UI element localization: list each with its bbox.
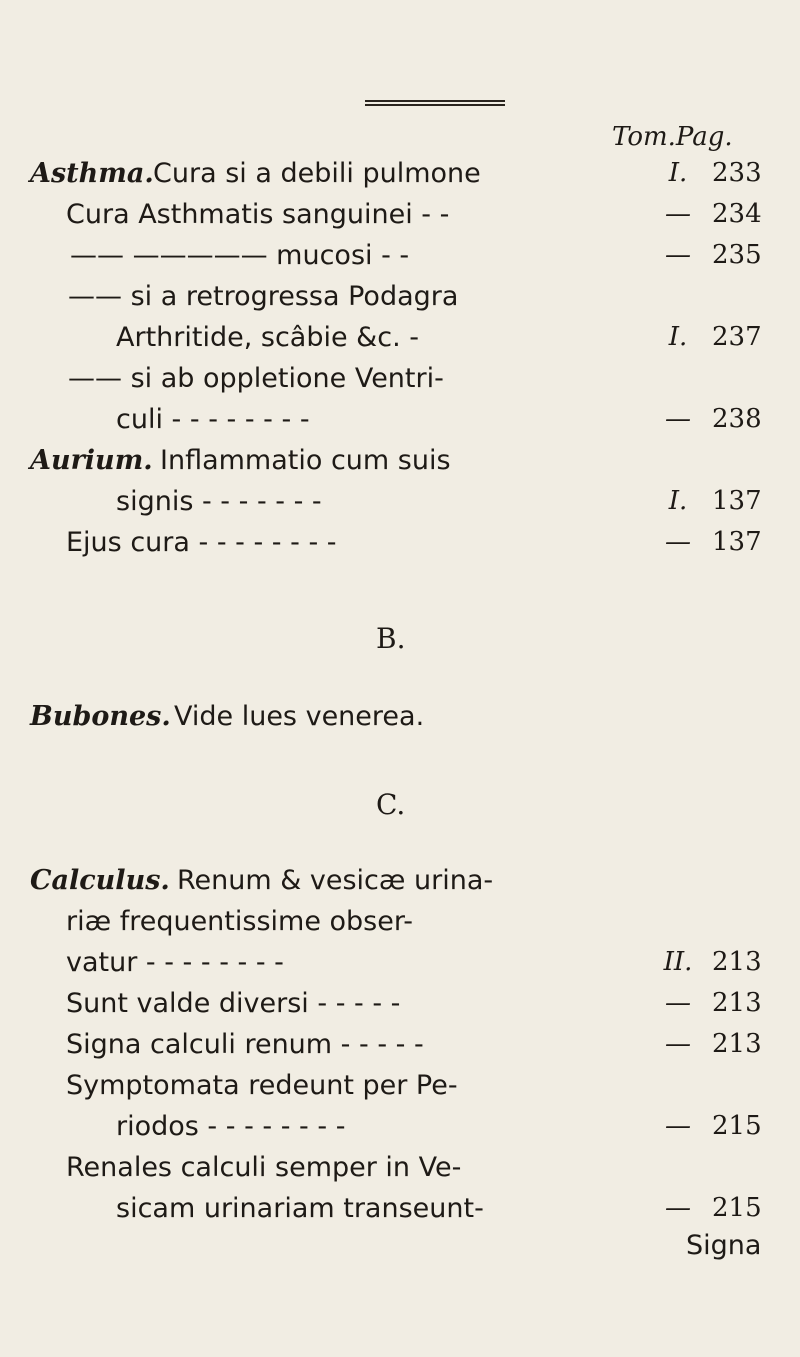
entry-text: Signa calculi renum - - - - - bbox=[66, 1029, 424, 1060]
page-value: 237 bbox=[712, 322, 762, 352]
tom-value: I. bbox=[668, 158, 688, 188]
entry-text: vatur - - - - - - - - bbox=[66, 947, 284, 978]
tom-value: I. bbox=[668, 322, 688, 352]
entry-text: Arthritide, scâbie &c. - bbox=[116, 322, 419, 353]
entry-text: riodos - - - - - - - - bbox=[116, 1111, 346, 1142]
entry-text: riæ frequentissime obser- bbox=[66, 906, 413, 937]
tom-value: — bbox=[665, 988, 691, 1018]
page-value: 215 bbox=[712, 1111, 762, 1141]
entry-text: Vide lues venerea. bbox=[174, 701, 425, 732]
tom-value: I. bbox=[668, 486, 688, 516]
page-value: 238 bbox=[712, 404, 762, 434]
entry-text: culi - - - - - - - - bbox=[116, 404, 310, 435]
tom-value: — bbox=[665, 527, 691, 557]
section-letter-b: B. bbox=[376, 622, 406, 655]
tom-value: — bbox=[665, 240, 691, 270]
entry-text: Cura Asthmatis sanguinei - - bbox=[66, 199, 450, 230]
tom-value: — bbox=[665, 199, 691, 229]
page-value: 213 bbox=[712, 1029, 762, 1059]
ornament-rule-icon bbox=[365, 98, 505, 108]
entry-text: —— ————— mucosi - - bbox=[70, 240, 410, 271]
entry-head-aurium: Aurium. bbox=[30, 445, 153, 476]
page-value: 137 bbox=[712, 527, 762, 557]
column-header: Tom.Pag. bbox=[612, 122, 733, 152]
page-value: 213 bbox=[712, 947, 762, 977]
tom-value: — bbox=[665, 1029, 691, 1059]
tom-value: — bbox=[665, 404, 691, 434]
page-value: 233 bbox=[712, 158, 762, 188]
entry-text: sicam urinariam transeunt- bbox=[116, 1193, 484, 1224]
entry-text: —— si ab oppletione Ventri- bbox=[68, 363, 444, 394]
entry-text: signis - - - - - - - bbox=[116, 486, 322, 517]
entry-text: Renales calculi semper in Ve- bbox=[66, 1152, 462, 1183]
entry-head-calculus: Calculus. bbox=[30, 865, 170, 896]
tom-value: — bbox=[665, 1111, 691, 1141]
page-value: 213 bbox=[712, 988, 762, 1018]
tom-value: II. bbox=[663, 947, 693, 977]
page-value: 235 bbox=[712, 240, 762, 270]
page-value: 137 bbox=[712, 486, 762, 516]
entry-text: Ejus cura - - - - - - - - bbox=[66, 527, 337, 558]
entry-text: Sunt valde diversi - - - - - bbox=[66, 988, 401, 1019]
entry-text: Symptomata redeunt per Pe- bbox=[66, 1070, 458, 1101]
entry-text: Cura si a debili pulmone bbox=[153, 158, 481, 189]
tom-value: — bbox=[665, 1193, 691, 1223]
catchword: Signa bbox=[686, 1230, 762, 1261]
page-value: 215 bbox=[712, 1193, 762, 1223]
entry-head-bubones: Bubones. bbox=[30, 701, 171, 732]
entry-head-asthma: Asthma. bbox=[30, 158, 154, 189]
section-letter-c: C. bbox=[376, 788, 406, 821]
entry-text: —— si a retrogressa Podagra bbox=[68, 281, 459, 312]
page-value: 234 bbox=[712, 199, 762, 229]
entry-text: Renum & vesicæ urina- bbox=[177, 865, 494, 896]
entry-text: Inflammatio cum suis bbox=[160, 445, 451, 476]
